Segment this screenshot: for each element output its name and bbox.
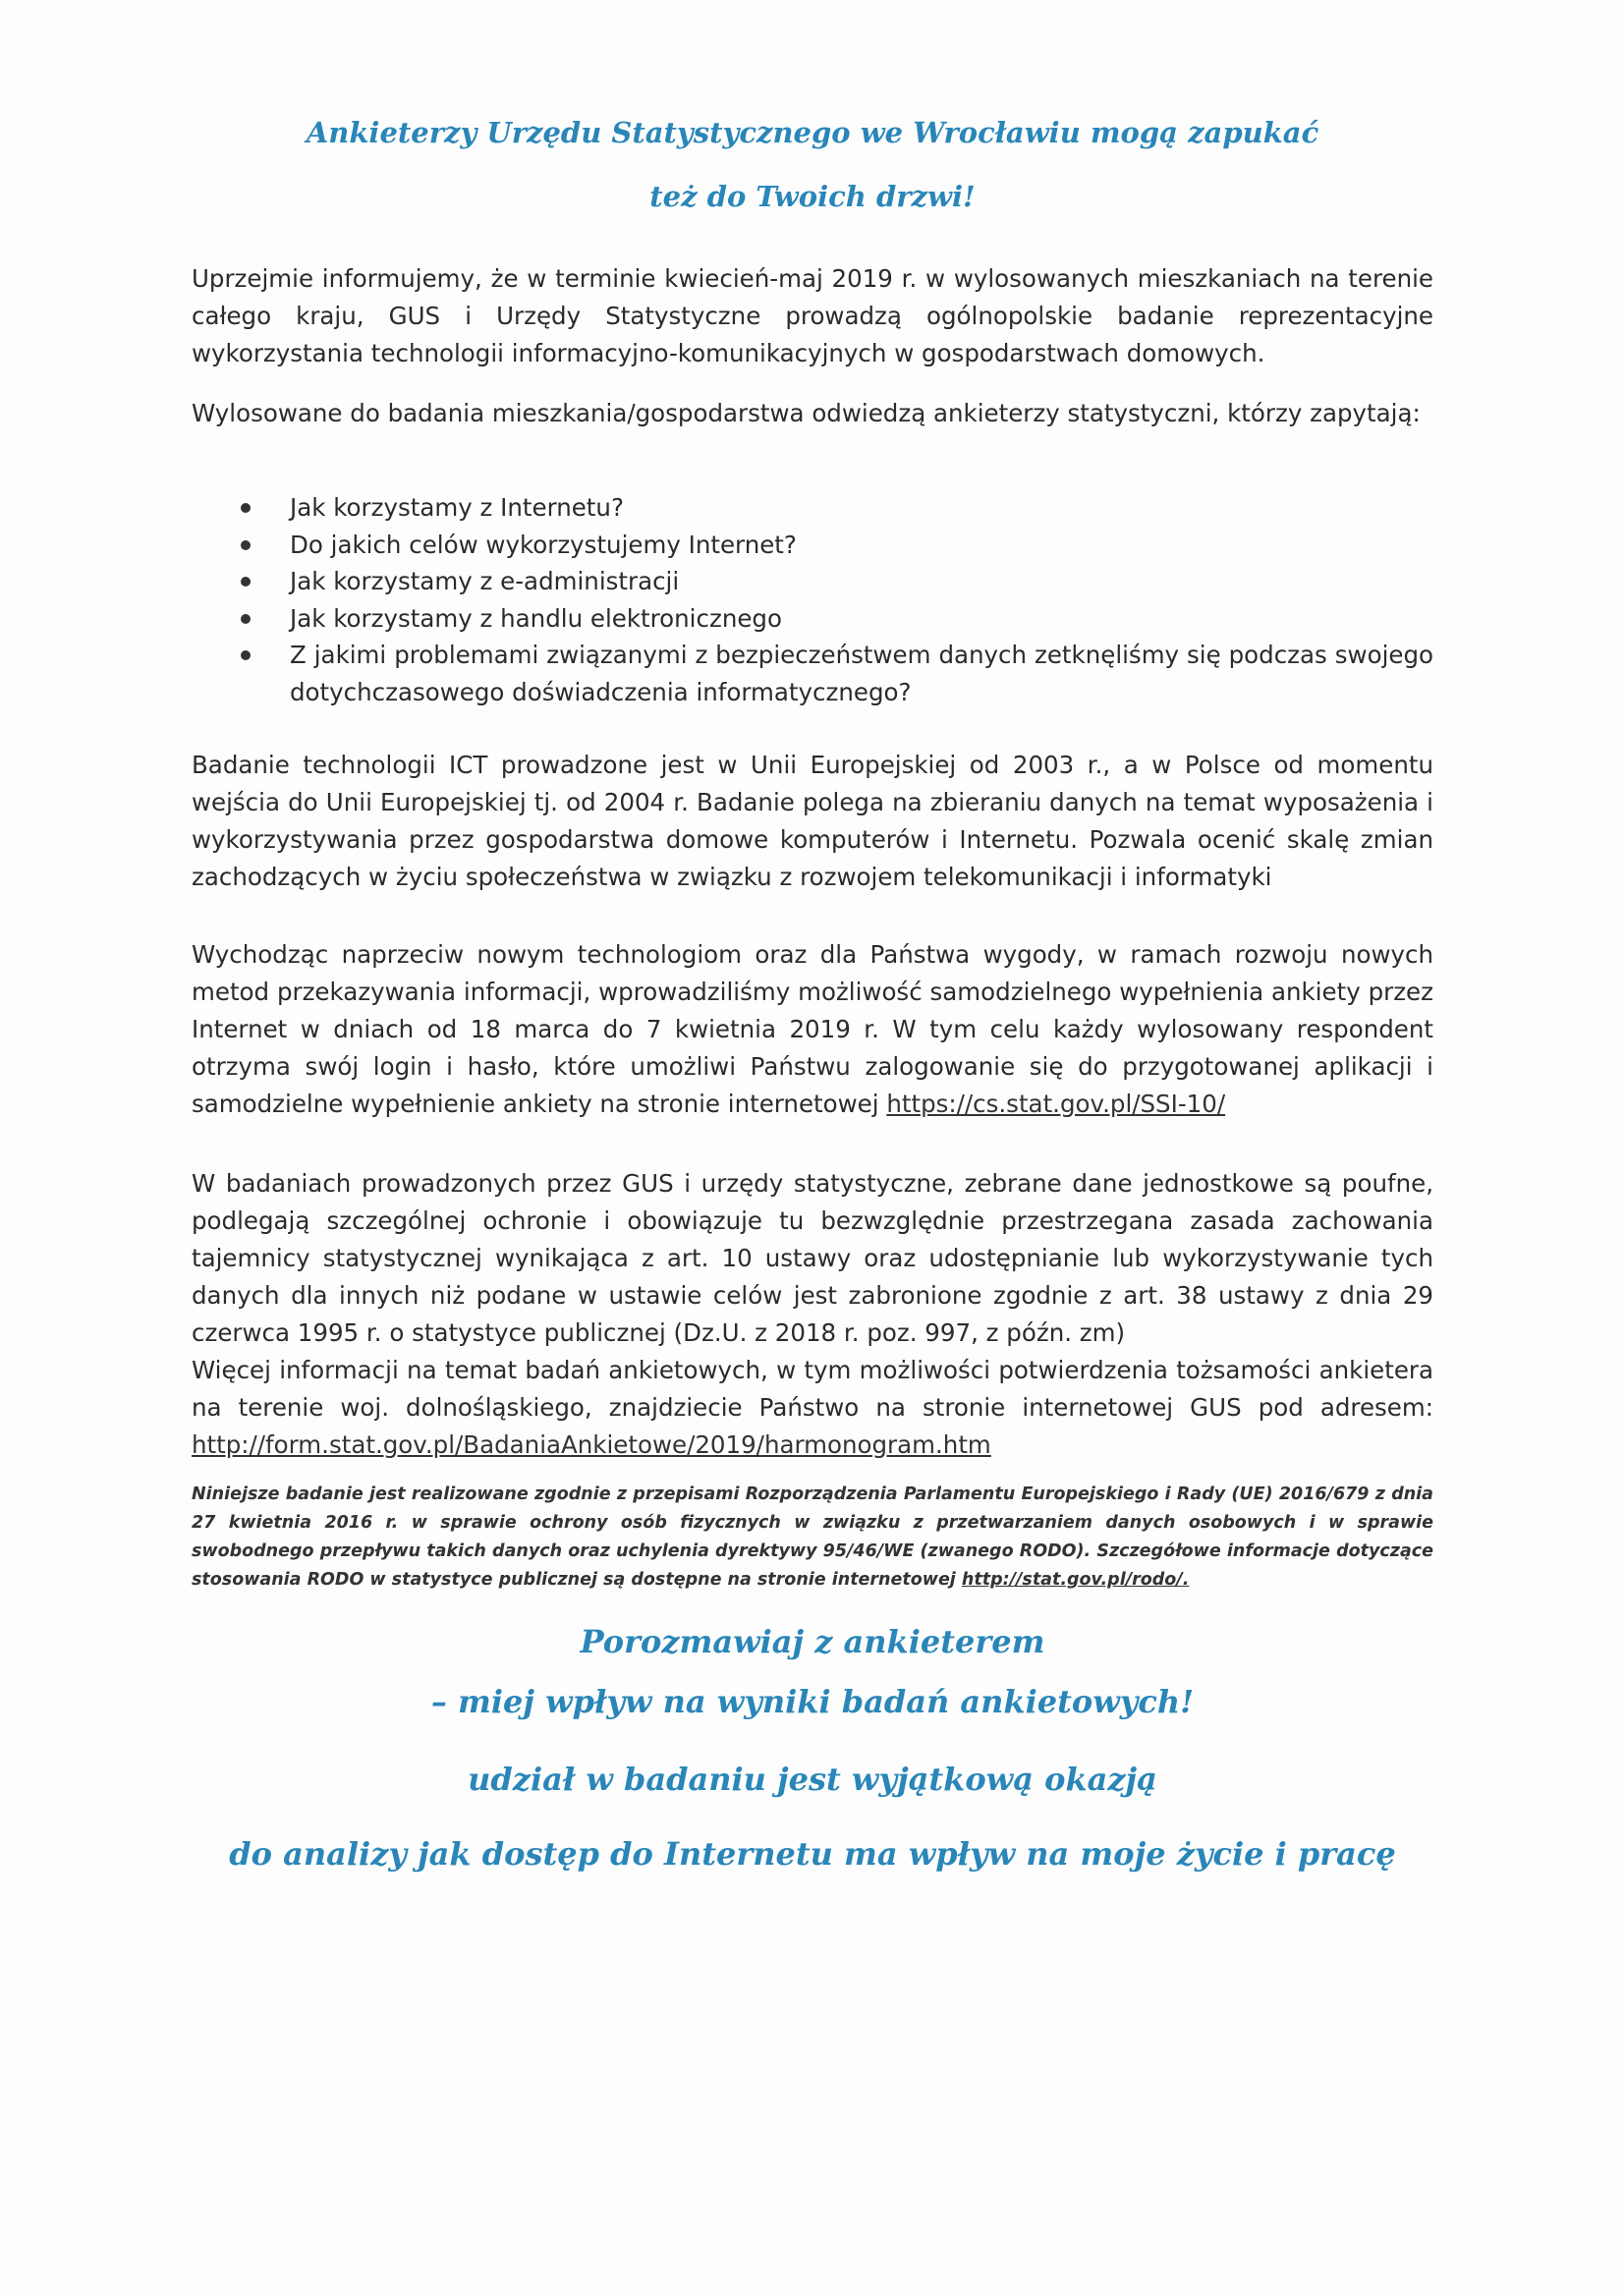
survey-link[interactable]: https://cs.stat.gov.pl/SSI-10/	[886, 1090, 1226, 1118]
questions-list	[241, 489, 1433, 710]
about-paragraph: Badanie technologii ICT prowadzone jest w Unii Europejskiej od 2003 r., a w Polsce od momentu wejścia do Unii Europejskiej tj. od 2004 r. Badanie polega na zbieraniu danych na temat wyposażenia i wykorzystywania przez gospodarstwa domowe komputerów i Internetu. Pozwala ocenić skalę zmian zachodzących w życiu społeczeństwa w związku z rozwojem telekomunikacji i informatyki	[192, 751, 1433, 891]
closing-line-4: do analizy jak dostęp do Internetu ma wpływ na moje życie i pracę	[229, 1835, 1396, 1873]
bullet-icon	[241, 650, 251, 660]
more-info-paragraph: Więcej informacji na temat badań ankietowych, w tym możliwości potwierdzenia tożsamości ankietera na terenie woj. dolnośląskiego, znajdziecie Państwo na stronie internetowej GUS pod adresem: http://form.stat.gov.pl/BadaniaAnkietowe/2019/harmonogram.htm	[192, 1356, 1433, 1459]
bullet-icon	[241, 577, 251, 587]
closing-line-1: Porozmawiaj z ankieterem	[580, 1623, 1045, 1660]
questions-lead: Wylosowane do badania mieszkania/gospodarstwa odwiedzą ankieterzy statystyczni, którzy zapytają:	[192, 399, 1421, 427]
closing-line-3: udział w badaniu jest wyjątkową okazją	[468, 1761, 1157, 1798]
online-paragraph: Wychodząc naprzeciw nowym technologiom oraz dla Państwa wygody, w ramach rozwoju nowych metod przekazywania informacji, wprowadziliśmy możliwość samodzielnego wypełnienia ankiety przez Internet w dniach od 18 marca do 7 kwietnia 2019 r. W tym celu każdy wylosowany respondent otrzyma swój login i hasło, które umożliwi Państwu zalogowanie się do przygotowanej aplikacji i samodzielne wypełnienie ankiety na stronie internetowej https://cs.stat.gov.pl/SSI-10/	[192, 940, 1433, 1118]
question-item: Jak korzystamy z Internetu?	[241, 489, 1433, 527]
bullet-icon	[241, 614, 251, 624]
rodo-link[interactable]: http://stat.gov.pl/rodo/.	[961, 1570, 1190, 1590]
question-item: Do jakich celów wykorzystujemy Internet?	[241, 527, 1433, 564]
rodo-note: Niniejsze badanie jest realizowane zgodnie z przepisami Rozporządzenia Parlamentu Europejskiego i Rady (UE) 2016/679 z dnia 27 kwietnia 2016 r. w sprawie ochrony osób fizycznych w związku z przetwarzaniem danych osobowych i w sprawie swobodnego przepływu takich danych oraz uchylenia dyrektywy 95/46/WE (zwanego RODO). Szczegółowe informacje dotyczące stosowania RODO w statystyce publicznej są dostępne na stronie internetowej http://stat.gov.pl/rodo/.	[192, 1484, 1433, 1590]
closing-line-2: – miej wpływ na wyniki badań ankietowych!	[430, 1683, 1195, 1720]
harmonogram-link[interactable]: http://form.stat.gov.pl/BadaniaAnkietowe/2019/harmonogram.htm	[192, 1430, 991, 1459]
title-line-1: Ankieterzy Urzędu Statystycznego we Wrocławiu mogą zapukać	[306, 116, 1319, 149]
title-line-2: też do Twoich drzwi!	[649, 180, 976, 213]
confidentiality-paragraph: W badaniach prowadzonych przez GUS i urzędy statystyczne, zebrane dane jednostkowe są poufne, podlegają szczególnej ochronie i obowiązuje tu bezwzględnie przestrzegana zasada zachowania tajemnicy statystycznej wynikająca z art. 10 ustawy oraz udostępnianie lub wykorzystywanie tych danych dla innych niż podane w ustawie celów jest zabronione zgodnie z art. 38 ustawy z dnia 29 czerwca 1995 r. o statystyce publicznej (Dz.U. z 2018 r. poz. 997, z późn. zm)	[192, 1169, 1433, 1347]
bullet-icon	[241, 540, 251, 550]
question-item: Z jakimi problemami związanymi z bezpieczeństwem danych zetknęliśmy się podczas swojego dotychczasowego doświadczenia informatycznego?	[241, 637, 1433, 710]
question-item: Jak korzystamy z handlu elektronicznego	[241, 600, 1433, 638]
question-item: Jak korzystamy z e-administracji	[241, 563, 1433, 600]
bullet-icon	[241, 503, 251, 513]
intro-paragraph: Uprzejmie informujemy, że w terminie kwiecień-maj 2019 r. w wylosowanych mieszkaniach na terenie całego kraju, GUS i Urzędy Statystyczne prowadzą ogólnopolskie badanie reprezentacyjne wykorzystania technologii informacyjno-komunikacyjnych w gospodarstwach domowych.	[192, 264, 1433, 367]
